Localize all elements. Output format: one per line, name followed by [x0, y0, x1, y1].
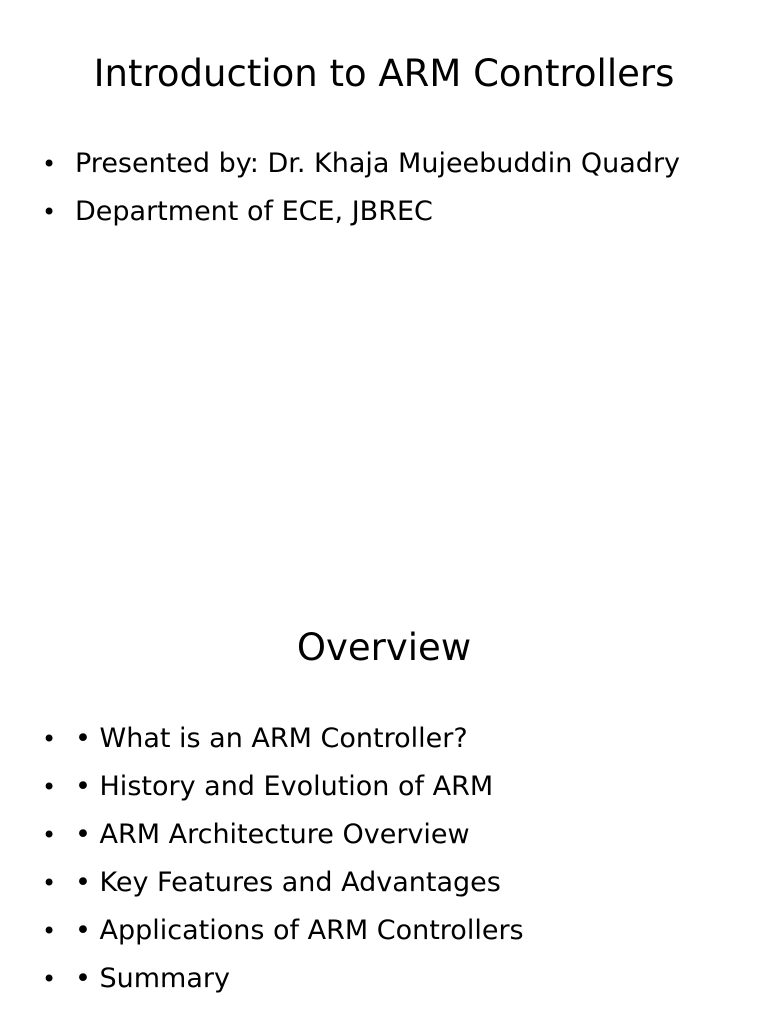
bullet-text: Department of ECE, JBREC — [75, 196, 433, 227]
bullet-text: • History and Evolution of ARM — [75, 771, 494, 802]
slide-overview — [0, 576, 768, 1024]
list-item — [42, 955, 524, 1003]
bullet-icon: • — [42, 198, 57, 226]
bullet-text: • What is an ARM Controller? — [75, 723, 468, 754]
bullet-text: • Key Features and Advantages — [75, 867, 501, 898]
bullet-icon: • — [42, 773, 57, 801]
bullet-text: Presented by: Dr. Khaja Mujeebuddin Quadry — [75, 148, 681, 179]
list-item — [42, 859, 524, 907]
slide-title: Overview — [296, 626, 472, 669]
list-item — [42, 188, 680, 236]
bullet-icon: • — [42, 869, 57, 897]
list-item — [42, 811, 524, 859]
bullet-list — [42, 140, 680, 236]
bullet-text: • Summary — [75, 963, 230, 994]
bullet-list — [42, 715, 524, 1003]
list-item — [42, 140, 680, 188]
list-item — [42, 763, 524, 811]
bullet-icon: • — [42, 150, 57, 178]
bullet-icon: • — [42, 821, 57, 849]
bullet-icon: • — [42, 725, 57, 753]
bullet-text: • ARM Architecture Overview — [75, 819, 470, 850]
bullet-icon: • — [42, 965, 57, 993]
bullet-icon: • — [42, 917, 57, 945]
list-item — [42, 907, 524, 955]
slide-title: Introduction to ARM Controllers — [93, 52, 675, 95]
bullet-text: • Applications of ARM Controllers — [75, 915, 524, 946]
list-item — [42, 715, 524, 763]
